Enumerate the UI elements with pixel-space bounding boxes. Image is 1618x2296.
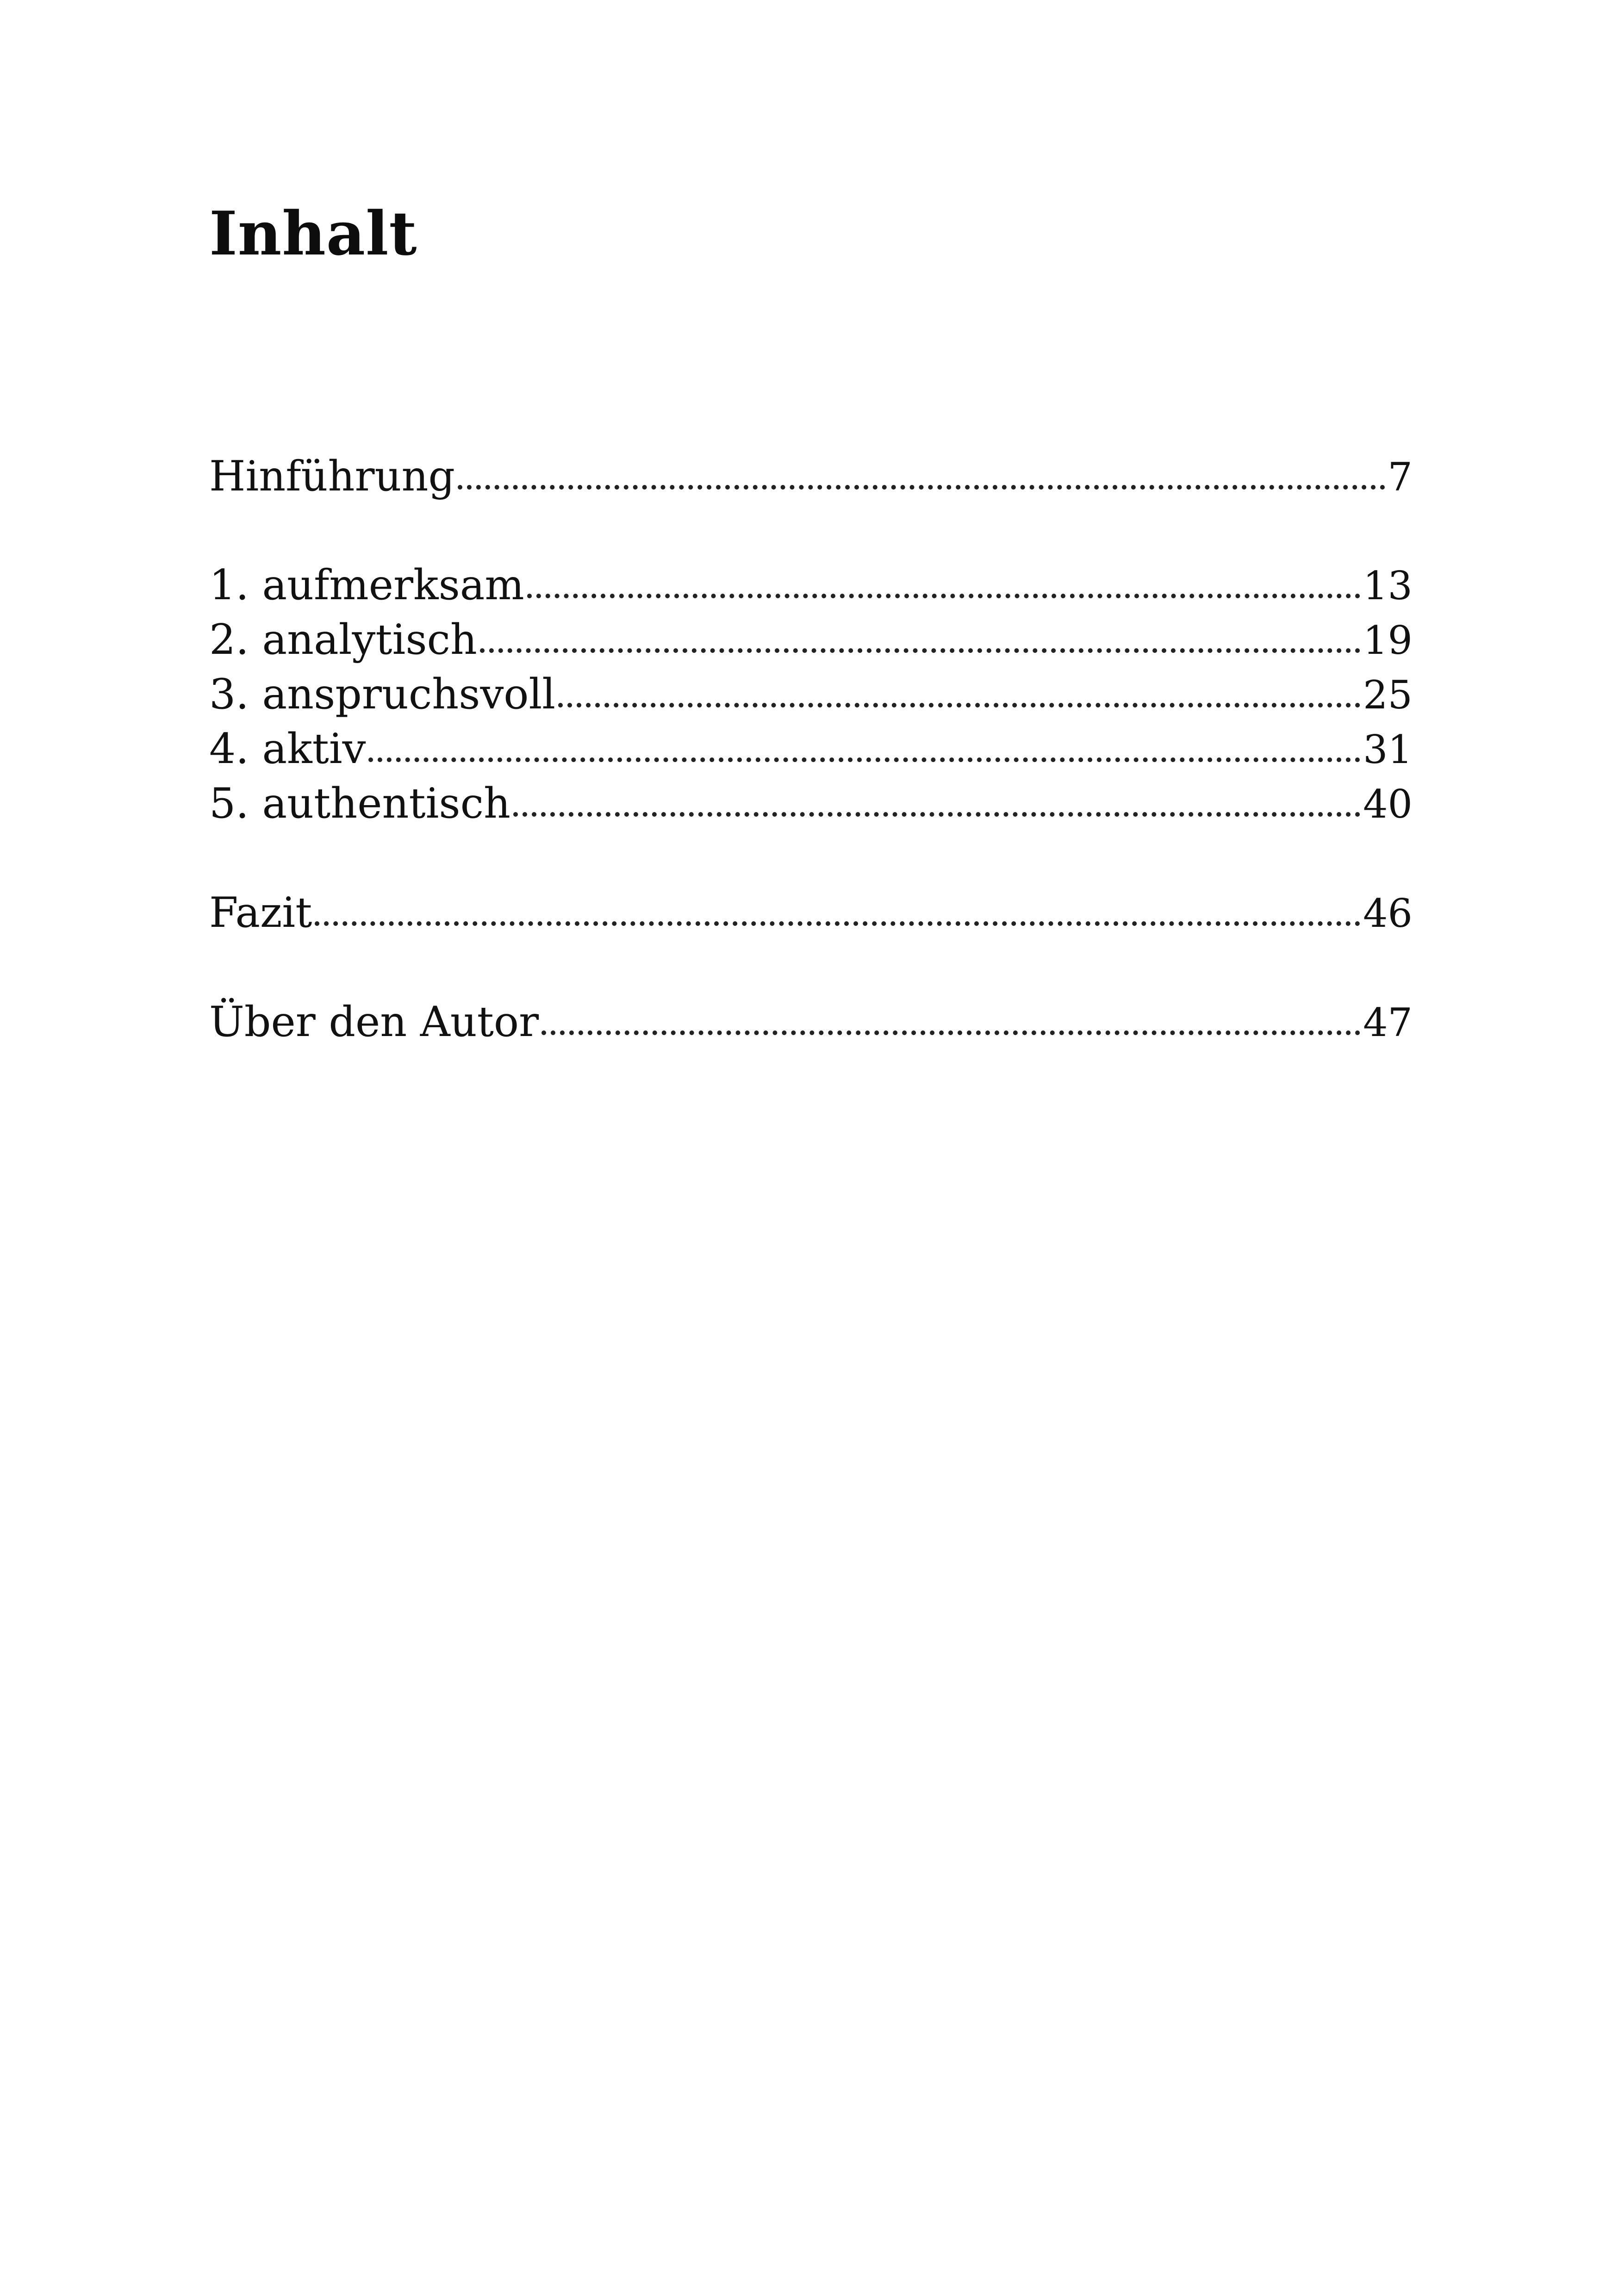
toc-entry-page-number: 19 — [1363, 618, 1413, 663]
toc-dot-leader — [513, 812, 1360, 817]
toc-entry-aktiv — [209, 725, 1413, 773]
toc-entry-page-number: 46 — [1363, 891, 1413, 936]
toc-entry-page-number: 47 — [1363, 1000, 1413, 1045]
toc-entry-authentisch — [209, 779, 1413, 828]
toc-entry-hinfuehrung — [209, 452, 1413, 501]
toc-entry-label: 3. anspruchsvoll — [209, 670, 556, 719]
toc-entry-page-number: 25 — [1363, 672, 1413, 718]
toc-entry-analytisch — [209, 615, 1413, 664]
toc-entry-page-number: 13 — [1363, 563, 1413, 608]
toc-entry-page-number: 40 — [1363, 782, 1413, 827]
toc-dot-leader — [527, 594, 1360, 598]
toc-entry-label: Über den Autor — [209, 998, 539, 1046]
toc-entry-label: 2. analytisch — [209, 615, 477, 664]
toc-dot-leader — [315, 921, 1360, 926]
toc-entry-label: 1. aufmerksam — [209, 561, 524, 609]
toc-dot-leader — [541, 1030, 1360, 1035]
toc-dot-leader — [558, 703, 1360, 707]
toc-entry-anspruchsvoll — [209, 670, 1413, 719]
toc-entry-label: Fazit — [209, 888, 312, 937]
toc-entry-label: 4. aktiv — [209, 725, 366, 773]
toc-entry-page-number: 31 — [1363, 727, 1413, 772]
toc-entry-aufmerksam — [209, 561, 1413, 609]
toc-entry-page-number: 7 — [1388, 454, 1413, 500]
toc-entry-label: Hinführung — [209, 452, 455, 501]
toc-dot-leader — [458, 485, 1385, 490]
toc-entry-ueber-den-autor — [209, 998, 1413, 1046]
toc-entry-fazit — [209, 888, 1413, 937]
page-title: Inhalt — [209, 198, 417, 269]
toc-entry-label: 5. authentisch — [209, 779, 510, 828]
toc-dot-leader — [368, 757, 1360, 762]
toc-dot-leader — [480, 648, 1360, 653]
